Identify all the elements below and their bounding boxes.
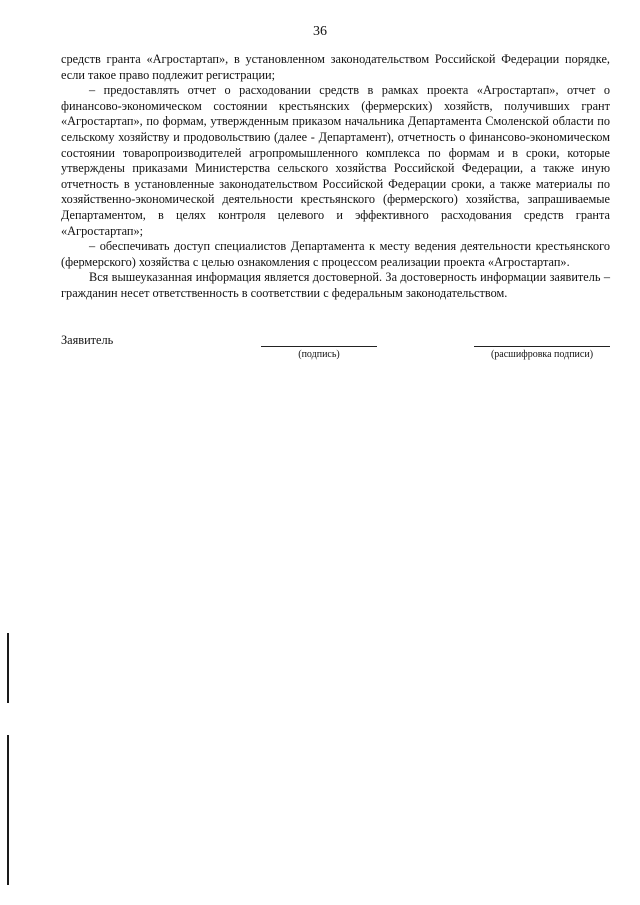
paragraph-accuracy-statement: Вся вышеуказанная информация является достоверной. За достоверность информации заявитель – гражданин несет ответственность в соответствии с федеральным законодательством. [61,270,610,300]
document-body [61,52,610,302]
signature-decoding-line [474,345,610,347]
paragraph-reporting-obligation: – предоставлять отчет о расходовании средств в рамках проекта «Агростартап», отчет о финансово-экономическом состоянии крестьянских (фермерских) хозяйств, получивших грант «Агростартап», по формам, утвержденным приказом начальника Департамента Смоленской области по сельскому хозяйству и продовольствию (далее - Департамент), отчетность о финансово-экономическом состоянии товаропроизводителей агропромышленного комплекса по формам и в сроки, которые утверждены приказами Министерства сельского хозяйства Российской Федерации, а также иную отчетность в установленные законодательством Российской Федерации сроки, а также материалы по хозяйственно-экономической деятельности крестьянского (фермерского) хозяйства, запрашиваемые Департаментом, в целях контроля целевого и эффективного расходования средств гранта «Агростартап»; [61,83,610,238]
signature-line [261,345,377,347]
applicant-label: Заявитель [61,333,114,347]
paragraph-access-obligation: – обеспечивать доступ специалистов Департамента к месту ведения деятельности крестьянского (фермерского) хозяйства с целью ознакомления с процессом реализации проекта «Агростартап». [61,239,610,269]
signature-decoding-caption: (расшифровка подписи) [490,349,594,360]
paragraph-grant-rights: средств гранта «Агростартап», в установленном законодательством Российской Федерации порядке, если такое право подлежит регистрации; [61,52,610,82]
signature-field [261,345,377,360]
signature-caption: (подпись) [298,349,340,360]
page-number: 36 [313,24,327,39]
scan-edge-mark [7,633,9,703]
signature-decoding-field [474,345,610,360]
signature-section [61,333,610,373]
scan-edge-mark [7,735,9,885]
